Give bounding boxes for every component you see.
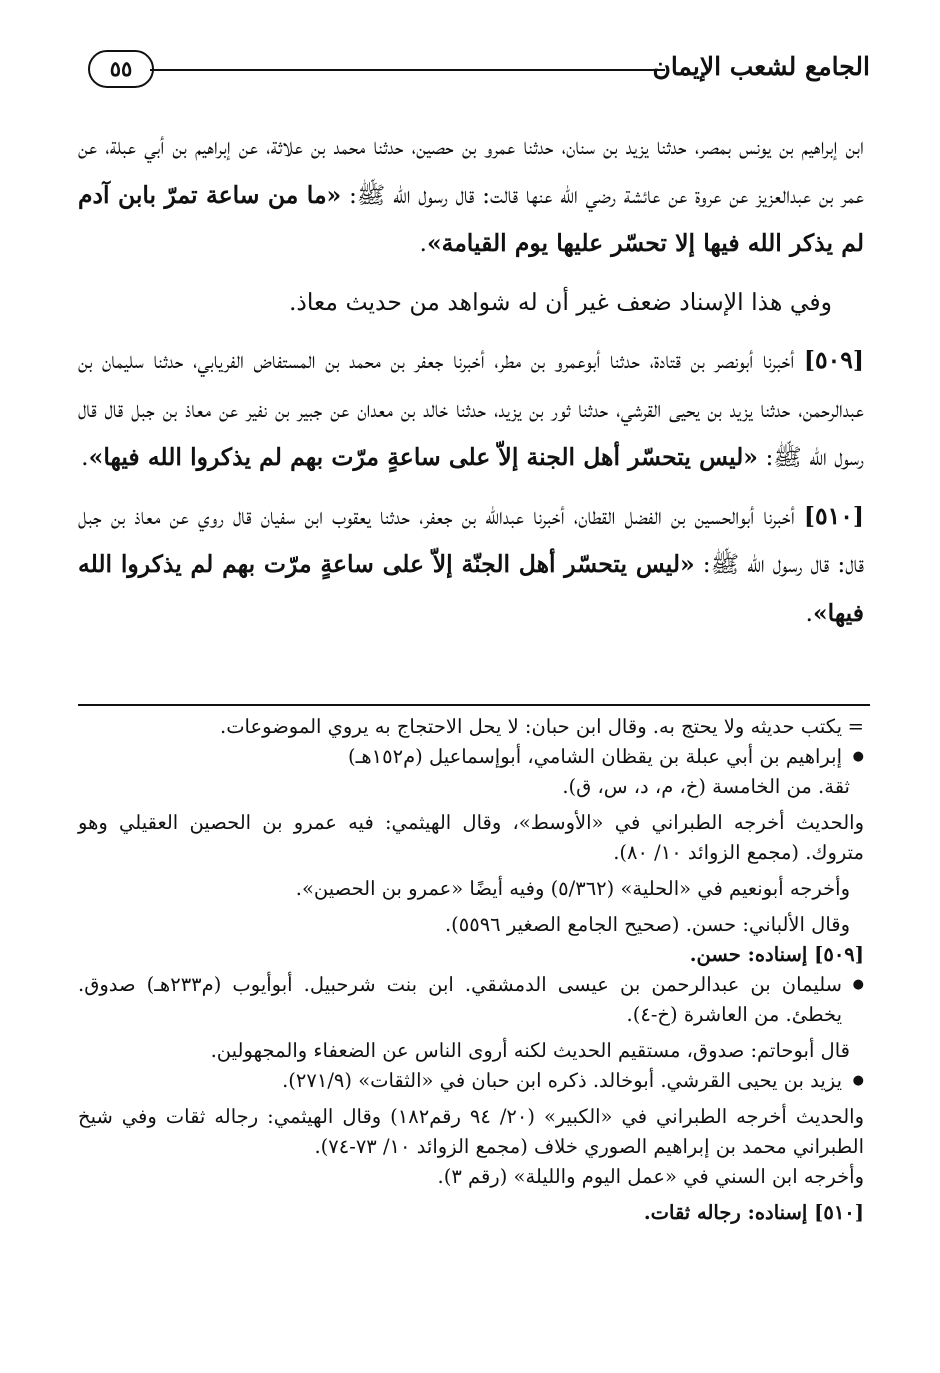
spacer (78, 326, 864, 336)
footnote-heading (78, 940, 864, 970)
footnote-line: = يكتب حديثه ولا يحتج به. وقال ابن حبان: لا يحل الاحتجاج به يروي الموضوعات. (78, 712, 864, 742)
hadith-number: [٥٠٩] (814, 943, 864, 966)
isnad-text: ابن إبراهيم بن يونس بمصر، حدثنا يزيد بن سنان، حدثنا عمرو بن حصين، حدثنا محمد بن علاثة، عن إبراهيم بن أبي عبلة، عن عمر بن عبدالعزيز عن عروة عن عائشة رضي الله عنها قالت: قال رسول الله ﷺ: (78, 132, 864, 209)
hadith-510 (78, 492, 864, 638)
hadith-number: [٥١٠] (803, 501, 864, 530)
hadith-text: «ما من ساعة تمرّ بابن آدم لم يذكر الله فيها إلا تحسّر عليها يوم القيامة» (78, 180, 864, 257)
footnote-line: ثقة. من الخامسة (خ، م، د، س، ق). (562, 775, 850, 798)
footnotes (78, 712, 864, 1228)
footnote-line: وأخرجه أبونعيم في «الحلية» (٥/٣٦٢) وفيه أيضًا «عمرو بن الحصين». (295, 877, 850, 900)
isnad-text: أخبرنا أبوالحسين بن الفضل القطان، أخبرنا عبدالله بن جعفر، حدثنا يعقوب ابن سفيان قال روي عن معاذ بن جبل قال: قال رسول الله ﷺ: (78, 501, 864, 578)
paragraph-continuation (78, 122, 864, 268)
hadith-text: «ليس يتحسّر أهل الجنّة إلاّ على ساعةٍ مرّت بهم لم يذكروا الله فيها» (78, 550, 864, 627)
footnote-rule (78, 704, 870, 706)
footnote-line: وقال الألباني: حسن. (صحيح الجامع الصغير ٥٥٩٦). (444, 913, 850, 936)
period: . (81, 443, 89, 471)
header-rule (150, 69, 665, 71)
hadith-text: «ليس يتحسّر أهل الجنة إلاّ على ساعةٍ مرّت بهم لم يذكروا الله فيها» (88, 443, 758, 471)
isnad-grade: إسناده: رجاله ثقات. (643, 1201, 815, 1224)
isnad-grade: إسناده: حسن. (689, 943, 815, 966)
footnote-line: والحديث أخرجه الطبراني في «الأوسط»، وقال الهيثمي: فيه عمرو بن الحصين العقيلي وهو متروك. (مجمع الزوائد ١٠/ ٨٠). (78, 811, 864, 864)
footnote-line: قال أبوحاتم: صدوق، مستقيم الحديث لكنه أروى الناس عن الضعفاء والمجهولين. (210, 1039, 850, 1062)
hadith-number: [٥١٠] (814, 1201, 864, 1224)
period: . (419, 229, 427, 257)
footnote-line: وأخرجه ابن السني في «عمل اليوم والليلة» (رقم ٣). (437, 1165, 864, 1188)
isnad-text: أخبرنا أبونصر بن قتادة، حدثنا أبوعمرو بن مطر، أخبرنا جعفر بن محمد بن المستفاض الفريابي، حدثنا سليمان بن عبدالرحمن، حدثنا يزيد بن يحيى القرشي، حدثنا ثور بن يزيد، حدثنا خالد بن معدان عن جبير بن نفير عن معاذ بن جبل قال قال رسول الله ﷺ: (78, 346, 864, 471)
main-text (78, 122, 864, 637)
spacer (78, 482, 864, 492)
running-title: الجامع لشعب الإيمان (652, 52, 870, 81)
period: . (805, 598, 813, 627)
footnote-heading (78, 1198, 864, 1228)
footnote-bullet: ● سليمان بن عبدالرحمن بن عيسى الدمشقي. ابن بنت شرحبيل. أبوأيوب (م٢٣٣هـ) صدوق. يخطئ. من العاشرة (خ-٤). (78, 970, 864, 1030)
page-number: ٥٥ (88, 50, 154, 88)
footnote-bullet: ● إبراهيم بن أبي عبلة بن يقظان الشامي، أبوإسماعيل (م١٥٢هـ) (78, 742, 864, 772)
footnote-bullet: ● يزيد بن يحيى القرشي. أبوخالد. ذكره ابن حبان في «الثقات» (٢٧١/٩). (78, 1066, 864, 1096)
paragraph-comment: وفي هذا الإسناد ضعف غير أن له شواهد من حديث معاذ. (288, 287, 832, 316)
hadith-number: [٥٠٩] (803, 346, 864, 374)
spacer (78, 268, 864, 278)
hadith-509 (78, 336, 864, 482)
page-header (80, 38, 870, 98)
footnote-line: والحديث أخرجه الطبراني في «الكبير» (٢٠/ ٩٤ رقم١٨٢) وقال الهيثمي: رجاله ثقات وفي شيخ الطبراني محمد بن إبراهيم الصوري خلاف (مجمع الزوائد ١٠/ ٧٣-٧٤). (78, 1105, 865, 1158)
